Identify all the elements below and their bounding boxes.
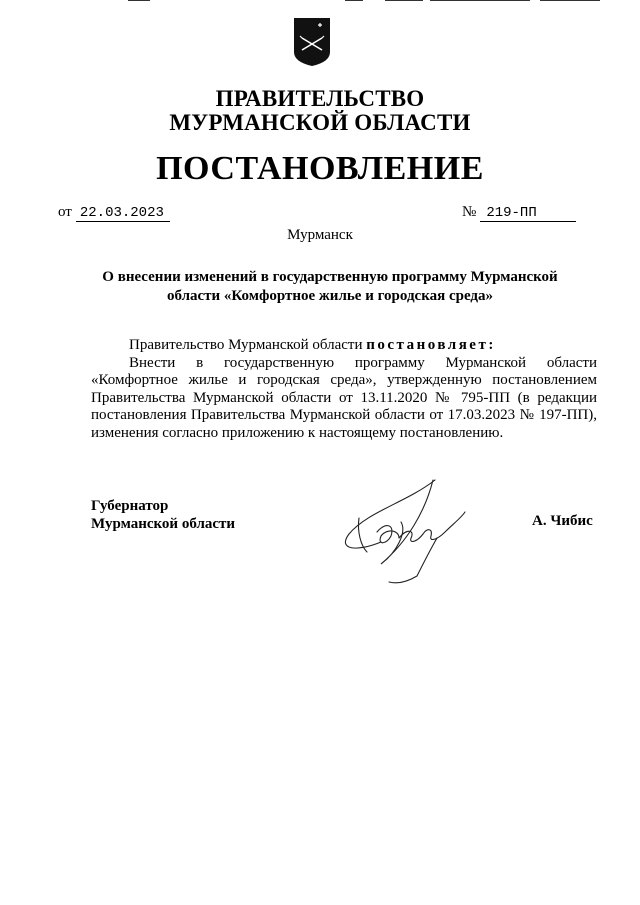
- intro-lead: Правительство Мурманской области: [129, 337, 363, 353]
- intro-line: [91, 337, 597, 355]
- scan-edge-line: [128, 0, 150, 1]
- org-name-line2: МУРМАНСКОЙ ОБЛАСТИ: [169, 110, 471, 135]
- scan-edge-line: [345, 0, 363, 1]
- date-value: 22.03.2023: [76, 205, 170, 222]
- position-line2: Мурманской области: [91, 516, 236, 532]
- number-value: 219-ПП: [480, 205, 576, 222]
- signatory-name: А. Чибис: [532, 513, 593, 529]
- coat-of-arms-icon: [292, 16, 332, 68]
- body-text: [91, 337, 597, 442]
- signatory-position: [91, 497, 235, 533]
- city-label: Мурманск: [287, 227, 353, 243]
- scan-edge-line: [385, 0, 423, 1]
- position-line1: Губернатор: [91, 498, 169, 514]
- date-block: [58, 203, 170, 222]
- org-name-line1: ПРАВИТЕЛЬСТВО: [215, 86, 425, 111]
- scan-edge-line: [540, 0, 600, 1]
- intro-verb: постановляет:: [366, 337, 496, 353]
- document-title: О внесении изменений в государственную программу Мурманской области «Комфортное жилье и городская среда»: [102, 269, 558, 304]
- scan-edge-line: [430, 0, 530, 1]
- date-prefix: от: [58, 204, 72, 220]
- handwritten-signature: [337, 472, 477, 592]
- main-paragraph: Внести в государственную программу Мурманской области «Комфортное жилье и городская среда», утвержденную постановлением Правительства Мурманской области от 13.11.2020 № 795-ПП (в редакции постановления Правительства Мурманской области от 17.03.2023 № 197-ПП), изменения согласно приложению к настоящему постановлению.: [91, 354, 597, 441]
- number-prefix: №: [462, 204, 477, 220]
- number-block: [462, 203, 576, 222]
- document-type-heading: ПОСТАНОВЛЕНИЕ: [156, 150, 484, 187]
